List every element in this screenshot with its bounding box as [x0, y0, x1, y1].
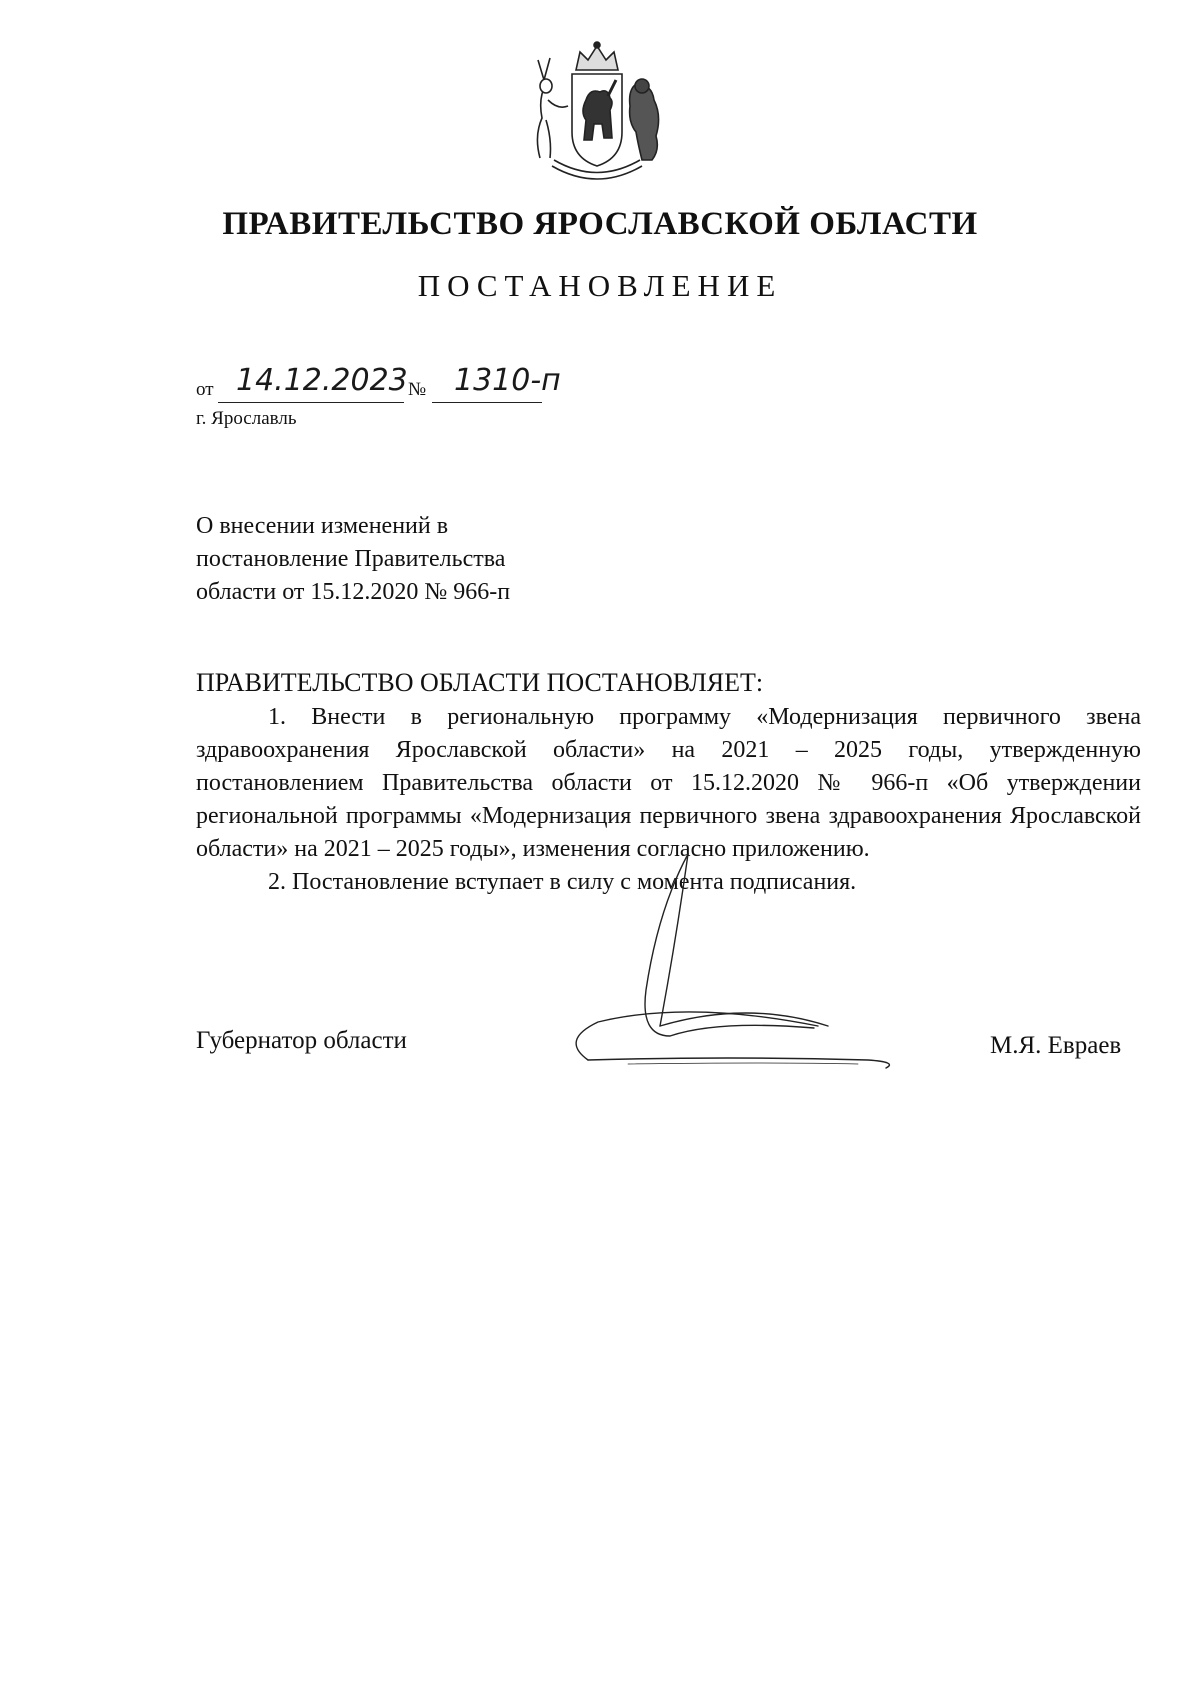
date-value: 14.12.2023: [236, 363, 408, 398]
coat-of-arms-icon: [524, 40, 670, 180]
subject-line: О внесении изменений в: [196, 513, 449, 539]
document-type: ПОСТАНОВЛЕНИЕ: [417, 268, 783, 303]
subject-line: постановление Правительства: [196, 546, 506, 572]
number-value: 1310-п: [454, 363, 561, 398]
number-underline: [432, 401, 542, 403]
organization-title: ПРАВИТЕЛЬСТВО ЯРОСЛАВСКОЙ ОБЛАСТИ: [222, 206, 978, 242]
signatory-position: Губернатор области: [196, 1027, 407, 1054]
decree-item: 2. Постановление вступает в силу с момента подписания.: [268, 869, 857, 895]
decree-heading: ПРАВИТЕЛЬСТВО ОБЛАСТИ ПОСТАНОВЛЯЕТ:: [196, 668, 764, 697]
number-prefix: №: [408, 379, 427, 400]
city: г. Ярославль: [196, 408, 297, 429]
subject-line: области от 15.12.2020 № 966-п: [196, 579, 511, 605]
signature-icon: [568, 850, 968, 1090]
decree-item: 1. Внести в региональную программу «Модернизация первичного звена здравоохранения Ярославской области» на 2021 – 2025 годы, утвержденную постановлением Правительства области от 15.12.2020 № 966-п «Об утверждении региональной программы «Модернизация первичного звена здравоохранения Ярославской области» на 2021 – 2025 годы», изменения согласно приложению.: [196, 704, 1141, 862]
signatory-name: М.Я. Евраев: [990, 1032, 1122, 1059]
date-prefix: от: [196, 379, 214, 400]
subject-block: [196, 510, 696, 609]
date-underline: [218, 401, 404, 403]
registration-line: [196, 365, 616, 405]
